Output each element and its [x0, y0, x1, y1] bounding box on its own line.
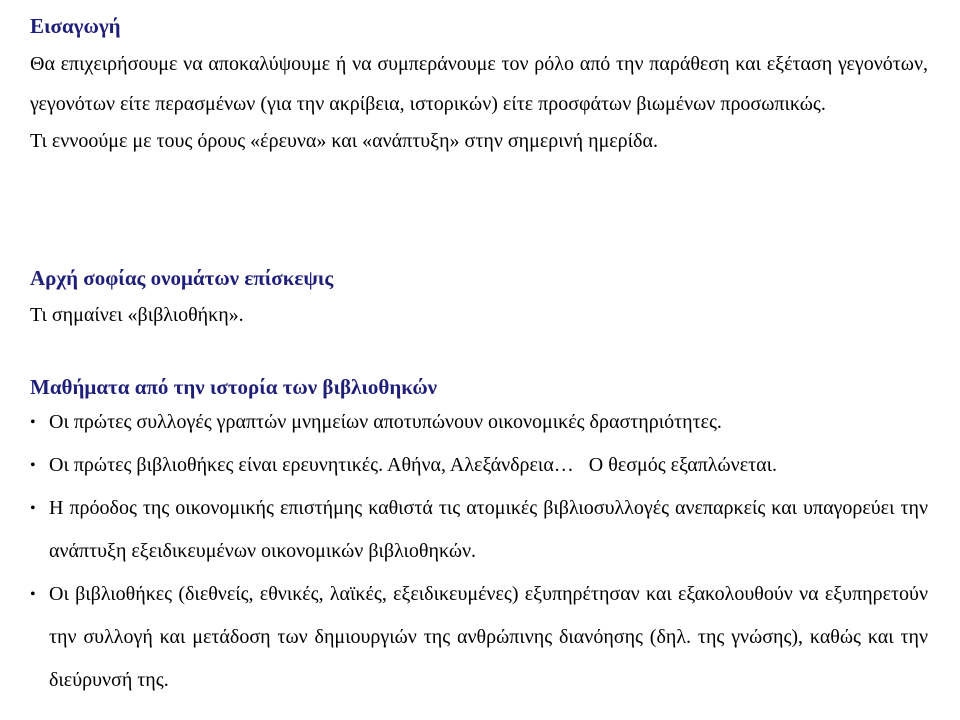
list-item-text: Η πρόοδος της οικονομικής επιστήμης καθιστά τις ατομικές βιβλιοσυλλογές ανεπαρκείς και υπαγορεύει την ανάπτυξη εξειδικευμένων οικονομικών βιβλιοθηκών.	[49, 497, 928, 562]
section-introduction	[30, 14, 928, 160]
list-item	[30, 487, 928, 573]
section-heading: Μαθήματα από την ιστορία των βιβλιοθηκών	[30, 375, 438, 399]
list-item-text: Οι πρώτες βιβλιοθήκες είναι ερευνητικές. Αθήνα, Αλεξάνδρεια… Ο θεσμός εξαπλώνεται.	[49, 454, 777, 476]
section-library-history	[30, 375, 928, 702]
list-item-text: Οι πρώτες συλλογές γραπτών μνημείων αποτυπώνουν οικονομικές δραστηριότητες.	[49, 411, 722, 433]
bullet-icon: •	[30, 457, 36, 474]
section-heading: Εισαγωγή	[30, 14, 121, 38]
list-item	[30, 401, 928, 444]
list-item	[30, 573, 928, 702]
paragraph: Τι σημαίνει «βιβλιοθήκη».	[30, 304, 244, 326]
section-heading: Αρχή σοφίας ονομάτων επίσκεψις	[30, 266, 334, 290]
paragraph: Τι εννοούμε με τους όρους «έρευνα» και «ανάπτυξη» στην σημερινή ημερίδα.	[30, 130, 658, 152]
list-item	[30, 444, 928, 487]
bullet-icon: •	[30, 586, 36, 603]
list-item-text: Οι βιβλιοθήκες (διεθνείς, εθνικές, λαϊκές, εξειδικευμένες) εξυπηρέτησαν και εξακολουθούν να εξυπηρετούν την συλλογή και μετάδοση των δημιουργιών της ανθρώπινης διανόησης (δηλ. της γνώσης), καθώς και την διεύρυνσή της.	[49, 583, 928, 691]
bullet-list	[30, 401, 928, 702]
bullet-icon: •	[30, 500, 36, 517]
bullet-icon: •	[30, 414, 36, 431]
paragraph: Θα επιχειρήσουμε να αποκαλύψουμε ή να συμπεράνουμε τον ρόλο από την παράθεση και εξέταση γεγονότων, γεγονότων είτε περασμένων (για την ακρίβεια, ιστορικών) είτε προσφάτων βιωμένων προσωπικώς.	[30, 53, 928, 115]
section-name-origin	[30, 266, 928, 334]
